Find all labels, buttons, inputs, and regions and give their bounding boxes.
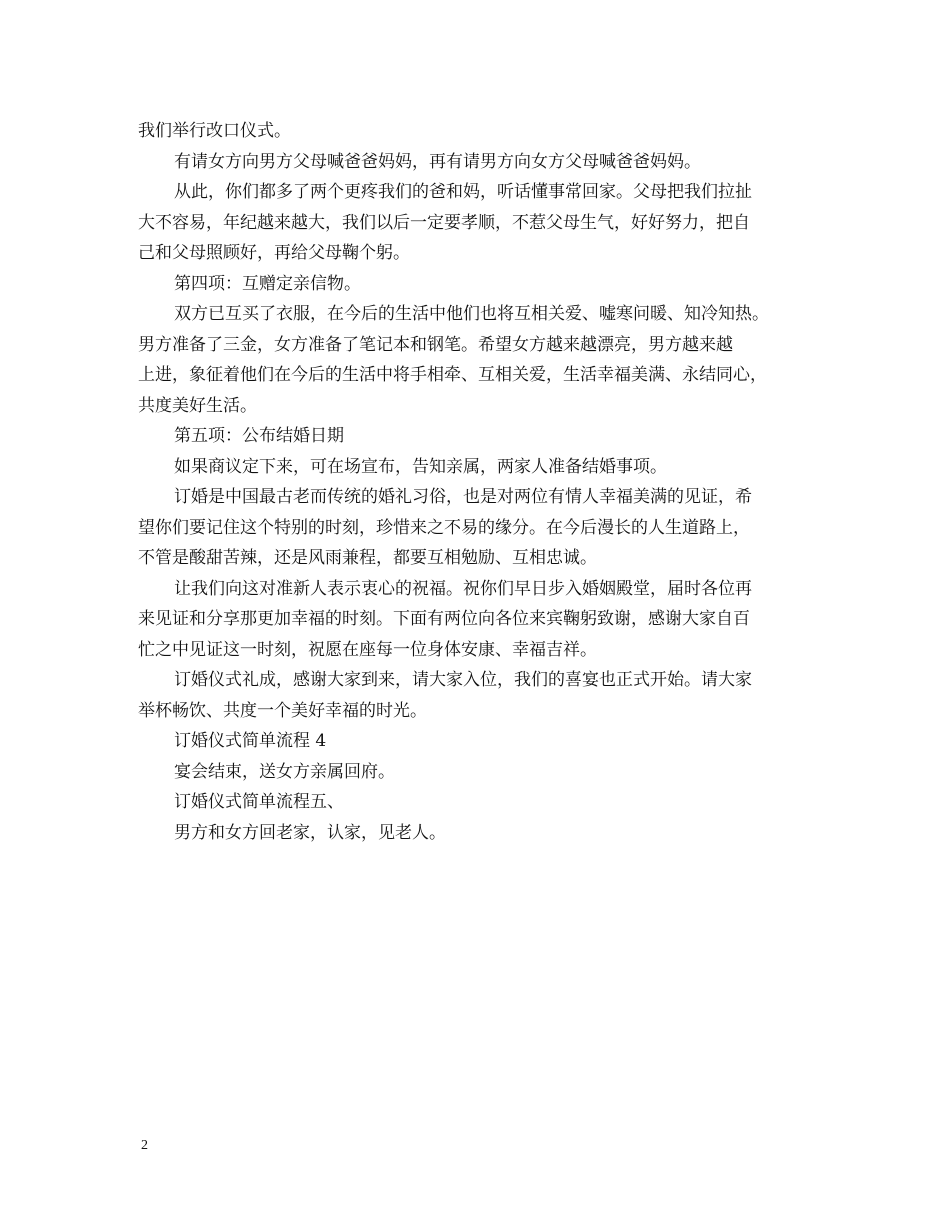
paragraph-10: 订婚仪式礼成，感谢大家到来，请大家入位，我们的喜宴也正式开始。请大家 举杯畅饮、共度一个美好幸福的时光。	[138, 670, 752, 721]
paragraph-12: 宴会结束，送女方亲属回府。	[174, 761, 395, 782]
paragraph-1: 我们举行改口仪式。	[138, 121, 291, 141]
paragraph-7: 如果商议定下来，可在场宣布，告知亲属，两家人准备结婚事项。	[174, 456, 667, 477]
paragraph-2: 有请女方向男方父母喊爸爸妈妈，再有请男方向女方父母喊爸爸妈妈。	[174, 151, 701, 172]
paragraph-5: 双方已互买了衣服，在今后的生活中他们也将互相关爱、嘘寒问暖、知冷知热。 男方准备了三金，女方准备了笔记本和钢笔。希望女方越来越漂亮，男方越来越 上进，象征着他们在今后的生活中将手相牵、互相关爱，生活幸福美满、永结同心， 共度美好生活。	[138, 304, 769, 416]
page-number: 2	[141, 1138, 148, 1153]
section-heading-5: 第五项：公布结婚日期	[174, 426, 344, 446]
section-heading-4: 第四项：互赠定亲信物。	[174, 273, 361, 294]
paragraph-14: 男方和女方回老家，认家，见老人。	[174, 822, 446, 843]
paragraph-3: 从此，你们都多了两个更疼我们的爸和妈，听话懂事常回家。父母把我们拉扯 大不容易，年纪越来越大，我们以后一定要孝顺，不惹父母生气，好好努力，把自 己和父母照顾好，再给父母鞠个躬。	[138, 182, 752, 263]
subheading-process-5: 订婚仪式简单流程五、	[174, 792, 344, 812]
paragraph-8: 订婚是中国最古老而传统的婚礼习俗，也是对两位有情人幸福美满的见证，希 望你们要记住这个特别的时刻，珍惜来之不易的缘分。在今后漫长的人生道路上， 不管是酸甜苦辣，还是风雨兼程，都要互相勉励、互相忠诚。	[138, 487, 752, 568]
subheading-process-4: 订婚仪式简单流程 4	[174, 731, 327, 751]
paragraph-9: 让我们向这对准新人表示衷心的祝福。祝你们早日步入婚姻殿堂，届时各位再 来见证和分享那更加幸福的时刻。下面有两位向各位来宾鞠躬致谢，感谢大家自百 忙之中见证这一时刻，祝愿在座每一位身体安康、幸福吉祥。	[138, 578, 752, 660]
document-body	[138, 116, 818, 848]
